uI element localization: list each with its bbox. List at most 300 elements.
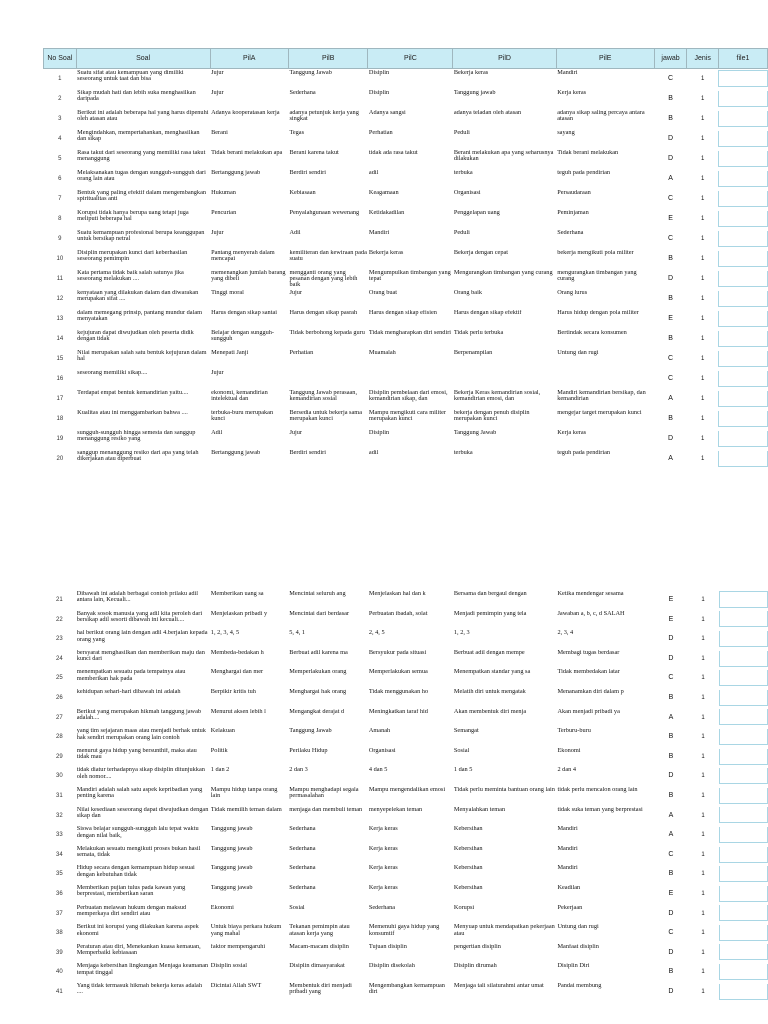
question-number-text: 16 bbox=[56, 375, 64, 382]
option-c bbox=[368, 708, 453, 728]
file-input-box[interactable] bbox=[719, 964, 768, 980]
question-type bbox=[687, 864, 719, 884]
option-d-text: Tidak perlu meminta bantuan orang lain bbox=[453, 786, 555, 793]
option-b bbox=[288, 229, 367, 249]
option-c bbox=[368, 923, 453, 943]
question-text bbox=[76, 806, 210, 826]
file-input-box[interactable] bbox=[719, 611, 768, 627]
option-c bbox=[368, 610, 453, 630]
file-cell[interactable] bbox=[719, 923, 768, 943]
question-number-text: 19 bbox=[56, 435, 64, 442]
option-a bbox=[210, 389, 288, 409]
option-d-text: Akan membentuk diri menja bbox=[453, 708, 527, 715]
option-b-text: Tanggung Jawab bbox=[289, 70, 332, 76]
option-a-text: Jujur bbox=[211, 369, 224, 376]
file-cell[interactable] bbox=[719, 825, 768, 845]
answer-key-text: B bbox=[668, 752, 674, 760]
question-text bbox=[76, 449, 210, 469]
option-a bbox=[210, 610, 288, 630]
question-number bbox=[44, 349, 77, 369]
file-cell[interactable] bbox=[718, 409, 767, 429]
question-number-text: 29 bbox=[56, 753, 63, 760]
option-e bbox=[556, 269, 654, 289]
question-number-text: 12 bbox=[56, 295, 64, 302]
question-type-text: 1 bbox=[700, 235, 705, 242]
question-text-text: Siswa belajar sungguh-sungguh lalu tepat waktu dengan nilai baik, bbox=[76, 826, 199, 839]
question-type bbox=[687, 109, 719, 129]
file-input-box[interactable] bbox=[719, 788, 768, 804]
option-a bbox=[210, 727, 288, 747]
option-d bbox=[453, 825, 557, 845]
file-input-box[interactable] bbox=[719, 591, 768, 608]
file-cell[interactable] bbox=[719, 806, 768, 826]
file-input-box[interactable] bbox=[718, 131, 767, 147]
option-c bbox=[368, 629, 453, 649]
option-e-text: Peminjaman bbox=[557, 209, 589, 216]
header-jenis[interactable]: Jenis bbox=[687, 49, 719, 69]
option-a bbox=[210, 349, 288, 369]
header-pilc[interactable]: PilC bbox=[368, 49, 453, 69]
question-text-text: bersyarat menghasilkan dan memberikan maju dan kunci dari bbox=[76, 649, 205, 663]
file-cell[interactable] bbox=[718, 69, 767, 89]
question-type bbox=[687, 727, 719, 747]
option-b bbox=[288, 590, 368, 610]
option-c bbox=[368, 688, 453, 708]
option-a bbox=[210, 982, 288, 1002]
file-input-box[interactable] bbox=[718, 91, 767, 107]
option-a-text: Tanggung jawab bbox=[210, 865, 253, 872]
file-cell[interactable] bbox=[719, 786, 768, 806]
file-input-box[interactable] bbox=[719, 886, 768, 902]
question-type-text: 1 bbox=[701, 773, 705, 780]
option-b bbox=[288, 708, 368, 728]
option-a-text: Kelakuan bbox=[210, 728, 235, 735]
question-text-text: Korupsi tidak hanya berupa uang tetapi juga meliputi beberapa hal bbox=[77, 209, 189, 222]
option-c bbox=[368, 249, 453, 269]
file-cell[interactable] bbox=[719, 962, 768, 982]
option-d-text: Berbuat adil dengan mempe bbox=[453, 649, 525, 656]
question-text-text: Kata pertama tidak baik salah satunya jika seseorang melakukan .... bbox=[77, 269, 184, 282]
question-text bbox=[76, 289, 210, 309]
file-cell[interactable] bbox=[718, 109, 767, 129]
header-soal[interactable]: Soal bbox=[76, 49, 210, 69]
answer-key-text: C bbox=[668, 354, 674, 362]
file-cell[interactable] bbox=[719, 864, 768, 884]
question-number bbox=[43, 747, 76, 767]
question-type bbox=[687, 349, 719, 369]
option-b-text: Sosial bbox=[289, 904, 305, 911]
file-input-box[interactable] bbox=[719, 847, 768, 863]
file-cell[interactable] bbox=[719, 845, 768, 865]
question-text-text: Rasa takut dari seseorang yang memiliki rasa takut menanggung bbox=[77, 149, 206, 162]
question-number bbox=[43, 943, 76, 963]
option-b-text: Jujur bbox=[289, 289, 303, 296]
option-d bbox=[453, 923, 557, 943]
option-c-text: 2, 4, 5 bbox=[368, 630, 385, 637]
option-b bbox=[288, 668, 368, 688]
question-number bbox=[44, 449, 77, 469]
quiz-table-1 bbox=[43, 48, 768, 469]
file-cell[interactable] bbox=[718, 349, 767, 369]
option-d bbox=[453, 429, 556, 449]
file-input-box[interactable] bbox=[718, 411, 767, 427]
option-a-text: 1, 2, 3, 4, 5 bbox=[210, 630, 240, 637]
answer-key-text: D bbox=[668, 948, 674, 956]
file-input-box[interactable] bbox=[718, 371, 767, 387]
file-cell[interactable] bbox=[718, 209, 767, 229]
file-input-box[interactable] bbox=[719, 866, 768, 882]
file-cell[interactable] bbox=[718, 189, 767, 209]
option-c bbox=[368, 904, 453, 924]
option-c-text: Bekerja keras bbox=[368, 249, 404, 256]
option-d bbox=[453, 109, 556, 129]
file-cell[interactable] bbox=[719, 884, 768, 904]
file-input-box[interactable] bbox=[718, 431, 767, 447]
option-d bbox=[453, 169, 556, 189]
option-c bbox=[368, 668, 453, 688]
file-cell[interactable] bbox=[718, 329, 767, 349]
answer-key-text: C bbox=[668, 374, 674, 382]
option-b-text: Sederhana bbox=[289, 826, 316, 833]
option-e bbox=[556, 668, 654, 688]
option-b bbox=[288, 289, 367, 309]
option-e-text: Menanamkan diri dalam p bbox=[557, 688, 624, 695]
file-input-box[interactable] bbox=[718, 151, 767, 167]
option-b-text: Tanggung Jawab bbox=[289, 728, 332, 735]
option-c-text: 4 dan 5 bbox=[368, 767, 388, 774]
question-number-text: 34 bbox=[56, 851, 63, 858]
option-d-text: Melatih diri untuk mengatak bbox=[453, 688, 526, 695]
file-input-box[interactable] bbox=[719, 807, 768, 823]
question-text-text: Disiplin merupakan kunci dari keberhasilan seseorang pemimpin bbox=[77, 249, 188, 262]
option-a-text: Ekonomi bbox=[210, 904, 234, 911]
option-b bbox=[288, 349, 367, 369]
answer-key bbox=[654, 329, 687, 349]
file-cell[interactable] bbox=[719, 590, 768, 610]
table-row bbox=[43, 904, 768, 924]
question-number bbox=[44, 429, 77, 449]
question-type bbox=[687, 309, 719, 329]
file-input-box[interactable] bbox=[719, 670, 768, 686]
file-input-box[interactable] bbox=[718, 171, 767, 187]
file-input-box[interactable] bbox=[719, 984, 768, 1000]
option-e bbox=[556, 69, 654, 89]
file-input-box[interactable] bbox=[718, 231, 767, 247]
question-type-text: 1 bbox=[700, 295, 705, 302]
option-a bbox=[210, 668, 288, 688]
option-a bbox=[210, 904, 288, 924]
question-type bbox=[687, 610, 719, 630]
question-number-text: 24 bbox=[56, 655, 63, 662]
answer-key bbox=[655, 727, 688, 747]
file-input-box[interactable] bbox=[719, 768, 768, 784]
file-cell[interactable] bbox=[718, 169, 767, 189]
file-cell[interactable] bbox=[719, 668, 768, 688]
question-number-text: 41 bbox=[56, 988, 63, 995]
option-c-text: Mengumpulkan timbangan yang tepat bbox=[368, 269, 451, 282]
file-input-box[interactable] bbox=[718, 111, 767, 127]
option-d-text: Kebersihan bbox=[453, 884, 483, 891]
file-input-box[interactable] bbox=[718, 311, 767, 327]
option-e-text: 2 dan 4 bbox=[557, 767, 576, 774]
option-a bbox=[210, 962, 288, 982]
option-d-text: Organisasi bbox=[453, 189, 481, 196]
question-type-text: 1 bbox=[700, 315, 705, 322]
option-d bbox=[453, 649, 557, 669]
answer-key-text: D bbox=[668, 654, 674, 662]
question-type-text: 1 bbox=[701, 793, 705, 800]
question-number-text: 23 bbox=[56, 636, 63, 643]
option-b bbox=[288, 389, 367, 409]
answer-key bbox=[654, 89, 687, 109]
question-number bbox=[44, 189, 77, 209]
option-a-text: Tidak memilih teman dalam bbox=[210, 806, 282, 813]
option-b-text: Mengangkat derajat d bbox=[289, 708, 345, 715]
header-pile[interactable]: PilE bbox=[556, 49, 654, 69]
answer-key bbox=[655, 923, 688, 943]
file-input-box[interactable] bbox=[719, 944, 768, 960]
option-e-text: Membagi tugas berdasar bbox=[557, 649, 620, 656]
question-text-text: Sikap mudah hati dan lebih suka menghasilkan daripada bbox=[77, 89, 196, 102]
answer-key bbox=[654, 269, 687, 289]
option-b-text: Tidak berbohong kepada guru bbox=[289, 329, 365, 336]
question-type-text: 1 bbox=[701, 891, 705, 897]
header-jawab[interactable]: jawab bbox=[654, 49, 687, 69]
option-b-text: Berani karena takut bbox=[289, 149, 339, 156]
question-number bbox=[44, 249, 77, 269]
option-e bbox=[556, 766, 654, 786]
option-b bbox=[288, 109, 367, 129]
file-cell[interactable] bbox=[718, 269, 767, 289]
file-input-box[interactable] bbox=[719, 729, 768, 745]
option-e bbox=[556, 289, 654, 309]
question-type bbox=[687, 962, 719, 982]
option-e-text: Terburu-buru bbox=[557, 728, 591, 735]
header-pilb[interactable]: PilB bbox=[288, 49, 367, 69]
option-b-text: Sederhana bbox=[289, 865, 316, 872]
option-d bbox=[453, 69, 556, 89]
file-cell[interactable] bbox=[719, 708, 768, 728]
file-cell[interactable] bbox=[718, 289, 767, 309]
file-cell[interactable] bbox=[718, 389, 767, 409]
file-cell[interactable] bbox=[718, 129, 767, 149]
answer-key bbox=[655, 786, 688, 806]
option-e-text: Manfaat disiplin bbox=[557, 943, 599, 950]
option-b bbox=[288, 884, 368, 904]
question-text bbox=[76, 668, 210, 688]
file-cell[interactable] bbox=[719, 982, 768, 1002]
file-input-box[interactable] bbox=[718, 291, 767, 307]
question-type-text: 1 bbox=[700, 175, 705, 182]
option-e-text: tidak perlu mencalon orang lain bbox=[557, 786, 638, 793]
file-cell[interactable] bbox=[718, 449, 767, 469]
option-e-text: Mandiri bbox=[557, 70, 578, 76]
question-text-text: kenyataan yang dilakukan dalam dan diwarakan merupakan sifat .... bbox=[77, 289, 199, 302]
option-c bbox=[368, 69, 453, 89]
option-d-text: Orang baik bbox=[453, 289, 482, 296]
file-input-box[interactable] bbox=[719, 905, 768, 921]
file-input-box[interactable] bbox=[719, 690, 768, 706]
option-b bbox=[288, 825, 368, 845]
option-a-text: Menepati Janji bbox=[211, 349, 249, 356]
answer-key bbox=[654, 409, 687, 429]
question-type bbox=[687, 329, 719, 349]
quiz-sheet-bottom bbox=[43, 590, 768, 1001]
option-a bbox=[210, 708, 288, 728]
table-row bbox=[43, 590, 768, 610]
option-d bbox=[453, 389, 556, 409]
header-pila[interactable]: PilA bbox=[210, 49, 288, 69]
file-cell[interactable] bbox=[719, 649, 768, 669]
question-text bbox=[76, 329, 210, 349]
file-input-box[interactable] bbox=[719, 749, 768, 765]
question-type-text: 1 bbox=[701, 616, 705, 623]
option-c bbox=[368, 369, 453, 389]
option-c bbox=[368, 786, 453, 806]
file-input-box[interactable] bbox=[718, 70, 767, 87]
option-a-text: Membeda-bedakan h bbox=[210, 649, 264, 656]
table-row bbox=[44, 269, 768, 289]
file-input-box[interactable] bbox=[719, 631, 768, 647]
option-d-text: Peduli bbox=[453, 229, 470, 236]
answer-key-text: D bbox=[668, 635, 674, 643]
file-input-box[interactable] bbox=[719, 827, 768, 843]
answer-key-text: A bbox=[668, 831, 674, 839]
option-b bbox=[288, 962, 368, 982]
file-cell[interactable] bbox=[719, 688, 768, 708]
file-cell[interactable] bbox=[718, 249, 767, 269]
question-type-text: 1 bbox=[700, 455, 705, 462]
file-cell[interactable] bbox=[719, 629, 768, 649]
option-b bbox=[288, 864, 368, 884]
question-type bbox=[687, 389, 719, 409]
option-e bbox=[556, 189, 654, 209]
option-b-text: Membentuk diri menjadi pribadi yang bbox=[289, 982, 352, 996]
option-b bbox=[288, 209, 367, 229]
option-d-text: terbuka bbox=[453, 169, 473, 176]
option-d bbox=[453, 369, 556, 389]
file-cell[interactable] bbox=[719, 747, 768, 767]
option-e bbox=[556, 449, 654, 469]
question-type bbox=[687, 229, 719, 249]
file-cell[interactable] bbox=[718, 309, 767, 329]
question-text bbox=[76, 904, 210, 924]
file-input-box[interactable] bbox=[718, 331, 767, 347]
file-input-box[interactable] bbox=[718, 251, 767, 267]
question-text bbox=[76, 864, 210, 884]
header-no[interactable]: No Soal bbox=[44, 49, 77, 69]
option-d bbox=[453, 449, 556, 469]
question-text bbox=[76, 209, 210, 229]
option-a bbox=[210, 884, 288, 904]
answer-key-text: B bbox=[668, 334, 673, 342]
option-d bbox=[453, 189, 556, 209]
option-e-text: Mandiri bbox=[557, 845, 578, 852]
table-row bbox=[44, 109, 768, 129]
option-b bbox=[288, 766, 368, 786]
file-cell[interactable] bbox=[718, 229, 767, 249]
question-number bbox=[44, 309, 77, 329]
option-d-text: Disiplin dirumah bbox=[453, 963, 497, 970]
file-cell[interactable] bbox=[719, 943, 768, 963]
question-type bbox=[687, 747, 719, 767]
question-text-text: menempatkan sesuatu pada tempatnya atau memberikan hak pada bbox=[76, 669, 186, 682]
option-a bbox=[210, 590, 288, 610]
file-input-box[interactable] bbox=[718, 271, 767, 287]
file-cell[interactable] bbox=[719, 610, 768, 630]
question-number-text: 25 bbox=[56, 675, 63, 682]
option-a bbox=[210, 629, 288, 649]
option-e bbox=[556, 727, 654, 747]
option-a-text: Bertanggung jawab bbox=[211, 449, 261, 456]
answer-key bbox=[655, 825, 688, 845]
option-c bbox=[368, 209, 453, 229]
answer-key bbox=[654, 389, 687, 409]
file-cell[interactable] bbox=[718, 369, 767, 389]
option-d-text: Kebersihan bbox=[453, 865, 483, 872]
option-e-text: teguh pada pendirian bbox=[557, 169, 611, 176]
table-row bbox=[44, 69, 768, 89]
file-cell[interactable] bbox=[718, 149, 767, 169]
option-e bbox=[556, 688, 654, 708]
option-e-text: Bertindak secara konsumen bbox=[557, 329, 627, 336]
option-b bbox=[288, 369, 367, 389]
option-d-text: Menempatkan standar yang sa bbox=[453, 669, 531, 676]
file-cell[interactable] bbox=[718, 89, 767, 109]
file-input-box[interactable] bbox=[719, 709, 768, 725]
table-row bbox=[43, 923, 768, 943]
question-type-text: 1 bbox=[700, 355, 705, 362]
table-row bbox=[43, 884, 768, 904]
option-d bbox=[453, 786, 557, 806]
header-file[interactable]: file1 bbox=[718, 49, 767, 69]
header-pild[interactable]: PilD bbox=[453, 49, 556, 69]
table-row bbox=[44, 169, 768, 189]
option-e-text: Sederhana bbox=[557, 229, 584, 236]
option-a bbox=[210, 369, 288, 389]
option-d bbox=[453, 982, 557, 1002]
file-input-box[interactable] bbox=[718, 391, 767, 407]
file-input-box[interactable] bbox=[718, 451, 767, 467]
question-text-text: Berikut yang merupakan hikmah tanggung jawab adalah.... bbox=[76, 708, 202, 721]
question-text-text: Banyak sosok manusia yang adil kita peroleh dari bersikap adil sesorti dibawah ini kecuali.... bbox=[76, 610, 203, 623]
file-cell[interactable] bbox=[718, 429, 767, 449]
question-type bbox=[687, 369, 719, 389]
file-cell[interactable] bbox=[719, 727, 768, 747]
question-number bbox=[44, 109, 77, 129]
question-number-text: 22 bbox=[56, 616, 63, 623]
file-cell[interactable] bbox=[719, 766, 768, 786]
question-text bbox=[76, 229, 210, 249]
file-input-box[interactable] bbox=[718, 211, 767, 227]
question-number bbox=[43, 649, 76, 669]
option-d bbox=[453, 688, 557, 708]
file-cell[interactable] bbox=[719, 904, 768, 924]
option-e-text: mengejar target merupakan kunci bbox=[557, 409, 642, 416]
option-b-text: Perilaku Hidup bbox=[289, 747, 328, 754]
question-text-text: Menjaga kebersihan lingkungan Menjaga keamanan tempat tinggal bbox=[76, 963, 209, 976]
file-input-box[interactable] bbox=[718, 191, 767, 207]
table-row bbox=[43, 786, 768, 806]
option-e-text: Pandai membung bbox=[557, 982, 602, 989]
file-input-box[interactable] bbox=[719, 925, 768, 941]
question-type-text: 1 bbox=[701, 969, 705, 976]
file-input-box[interactable] bbox=[718, 351, 767, 367]
file-input-box[interactable] bbox=[719, 651, 768, 667]
option-c-text: menyepelekan teman bbox=[368, 806, 423, 813]
question-number-text: 35 bbox=[56, 871, 63, 878]
option-d-text: Penggelapan uang bbox=[453, 209, 500, 216]
